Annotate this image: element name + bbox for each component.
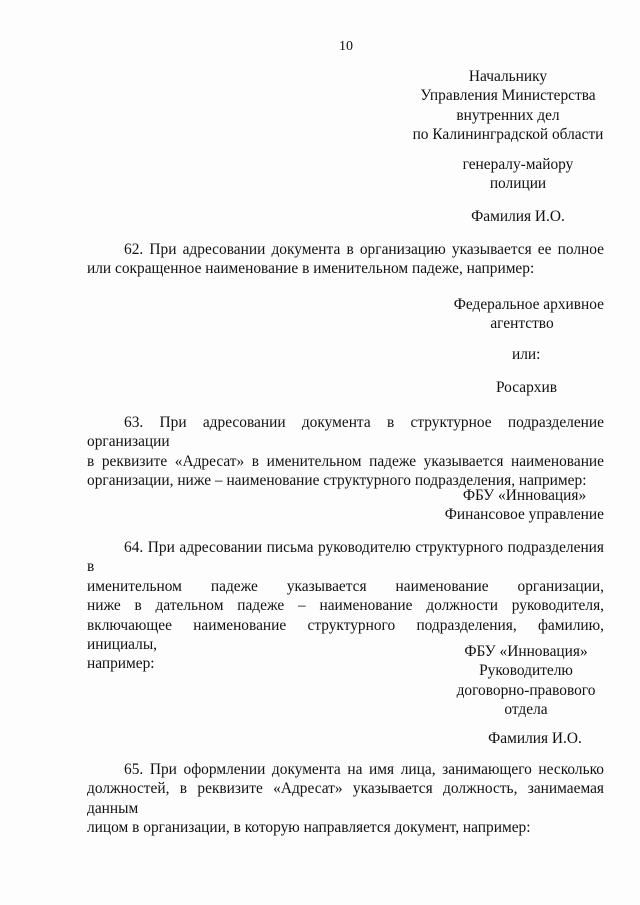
example-63 (400, 486, 604, 525)
paragraph-line: 63. При адресовании документа в структурное подразделение организации (87, 414, 604, 451)
paragraph-line: включающее наименование структурного подразделения, фамилию, инициалы, (87, 616, 604, 654)
example-64-name (470, 729, 600, 748)
addressee-line: Управления Министерства (420, 87, 596, 105)
example-line: ФБУ «Инновация» (462, 487, 587, 504)
example-line: отдела (504, 701, 548, 719)
example-64 (456, 642, 596, 720)
page-number: 10 (339, 39, 353, 54)
paragraph-62 (87, 240, 604, 279)
addressee-name (448, 207, 588, 226)
paragraph-line: в реквизите «Адресат» в именительном падеже указывается наименование (87, 452, 604, 470)
example-62-or (512, 345, 572, 364)
paragraph-line: именительном падеже указывается наименование организации, (87, 577, 604, 595)
paragraph-65 (87, 760, 604, 838)
paragraph-line: 62. При адресовании документа в организацию указывается ее полное (124, 241, 604, 258)
addressee-line: внутренних дел (456, 106, 560, 124)
name-line: Фамилия И.О. (488, 730, 582, 747)
paragraph-63 (87, 413, 604, 491)
or-label: или: (512, 346, 541, 363)
addressee-line: по Калининградской области (412, 126, 604, 144)
paragraph-line: или сокращенное наименование в именительном падеже, например: (87, 260, 535, 278)
example-62-org (400, 295, 604, 334)
example-line: Федеральное архивное (453, 296, 604, 313)
paragraph-line: например: (87, 655, 155, 673)
rank-line: генералу-майору (462, 156, 574, 173)
paragraph-line: лицом в организации, в которую направляется документ, например: (87, 819, 531, 837)
example-line: ФБУ «Инновация» (464, 643, 588, 660)
paragraph-line: 65. При оформлении документа на имя лица, занимающего несколько (124, 761, 604, 778)
example-line: Руководителю (479, 662, 573, 680)
paragraph-line: должностей, в реквизите «Адресат» указывается должность, занимаемая данным (87, 780, 604, 817)
paragraph-line: ниже в дательном падеже – наименование должности руководителя, (87, 597, 604, 615)
example-line: агентство (490, 315, 554, 333)
example-line: Финансовое управление (444, 506, 604, 524)
addressee-block (408, 67, 608, 145)
example-line: договорно-правового (456, 681, 596, 699)
addressee-line: Начальнику (468, 68, 548, 85)
paragraph-line: организации, ниже – наименование структурного подразделения, например: (87, 472, 587, 490)
example-62-short (496, 378, 596, 397)
rank-line: полиции (489, 175, 547, 193)
addressee-rank (448, 155, 588, 194)
example-line: Росархив (496, 379, 557, 396)
paragraph-line: 64. При адресовании письма руководителю структурного подразделения в (87, 539, 604, 576)
name-line: Фамилия И.О. (471, 208, 565, 225)
